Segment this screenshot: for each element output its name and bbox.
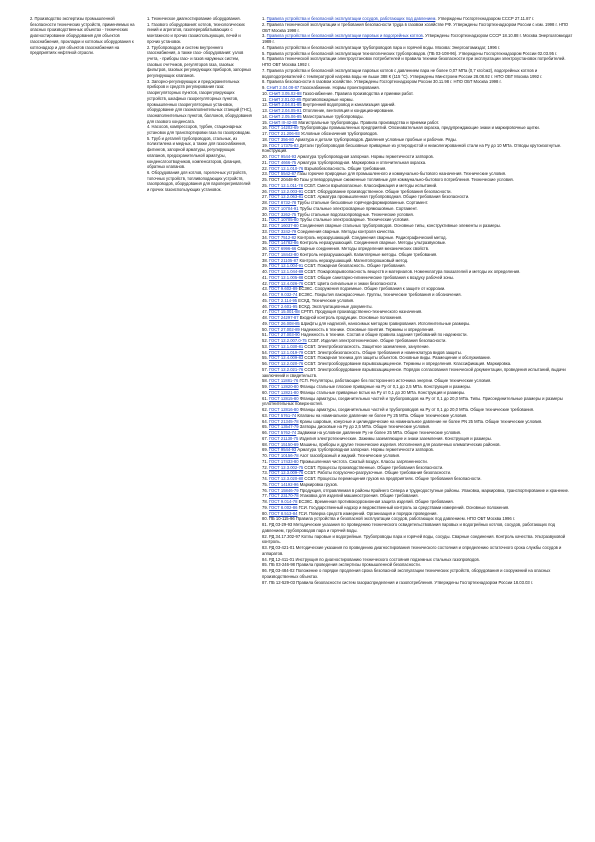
document-item bbox=[262, 545, 574, 557]
document-link[interactable]: ГОСТ 12.1.019-79 bbox=[269, 349, 304, 355]
document-description: Трубы стальные электросварные. Технические условия. bbox=[298, 217, 410, 223]
document-link[interactable]: СНиП 3.05.02-88 bbox=[269, 90, 302, 96]
document-description: ССБТ. Смеси взрывоопасные. Классификация и методы испытаний. bbox=[302, 182, 438, 188]
item-number: 53. bbox=[262, 343, 269, 349]
document-description: 7. Правила устройства и безопасной эксплуатации паровых котлов с давлением пара не более 0,07 МПа (0,7 кгс/см2), водогрейных котлов и водоподогревателей с температурой нагрева воды не выше 388 К (115 °С). Утверждены Минстроем России 28.08.92 г. НПО ОБТ Москва 1992 г. bbox=[262, 67, 543, 79]
item-number: 29. bbox=[262, 205, 269, 211]
normative-documents-list bbox=[262, 16, 574, 585]
item-number: 41. bbox=[262, 274, 269, 280]
document-link[interactable]: ГОСТ 12.4.026-76 bbox=[269, 280, 304, 286]
document-link[interactable]: СНиП 2.01.02-85 bbox=[268, 96, 302, 102]
document-description: Надежность в технике. Состав и общие правила задания требований по надежности. bbox=[299, 332, 468, 338]
document-link[interactable]: ГОСТ 12.3.020-80 bbox=[269, 476, 304, 481]
document-link[interactable]: ГОСТ 12.3.002-75 bbox=[269, 464, 304, 470]
document-link[interactable]: ГОСТ 12.1.011-78 bbox=[269, 182, 303, 188]
document-link[interactable]: ГОСТ 12821-80 bbox=[269, 389, 299, 395]
document-link[interactable]: ГОСТ 9544-93 bbox=[269, 447, 297, 453]
document-link[interactable]: ГОСТ 11881-76 bbox=[269, 378, 299, 384]
document-description: Клапаны на номинальное давление не более Ру 25 МПа. Общие технические условия. bbox=[296, 412, 468, 418]
document-description: Фланцы стальные приварные встык на Ру от 0,1 до 20 МПа. Конструкция и размеры. bbox=[298, 389, 466, 395]
document-link[interactable]: ГОСТ 9.032-74 bbox=[269, 292, 298, 297]
item-number: 67. bbox=[262, 435, 269, 441]
document-link[interactable]: ГОСТ 8.513-84 bbox=[269, 510, 298, 516]
item-number: 14. bbox=[262, 113, 269, 119]
item-number: 66. bbox=[262, 430, 269, 435]
item-number: 56. bbox=[262, 361, 269, 366]
document-description: 85. ПБ 03-246-98 Правила проведения экспертизы промышленной безопасности. bbox=[262, 562, 421, 568]
document-item bbox=[262, 396, 574, 408]
document-link[interactable]: ГОСТ 14192-96 bbox=[269, 481, 299, 487]
scope-text: 2. Производство экспертизы промышленной безопасности технических устройств, применяемых на опасных производственных объектах - технических диагностирование оборудования для объектов газоснабжения, прокладки и котловых оборудования к котлонадзор и для объектов газоснабжения на предприятиях нефтяной отрасли. bbox=[30, 16, 135, 56]
document-description: 8. Правила безопасности в газовом хозяйстве. Утверждены Госгортехнадзором России 30.11.98 г. НПО ОБТ Москва 1998 г. bbox=[262, 79, 502, 85]
column-middle bbox=[147, 16, 253, 193]
document-link[interactable]: ГОСТ 21345-78 bbox=[269, 418, 299, 424]
document-item bbox=[262, 367, 574, 379]
document-description: Трубы стальные водогазопроводные. Технические условия. bbox=[296, 211, 414, 217]
column-left bbox=[30, 16, 136, 56]
document-description: Надежность в технике. Основные понятия. Термины и определения. bbox=[299, 326, 435, 332]
item-number: 35. bbox=[262, 240, 269, 246]
item-number: 52. bbox=[262, 338, 269, 343]
item-number: 69. bbox=[262, 447, 269, 453]
document-link[interactable]: ГОСТ 21105-87 bbox=[269, 257, 299, 263]
item-number: 79. bbox=[262, 504, 269, 510]
document-description: Трубы стальные электросварные прямошовные. Сортамент. bbox=[298, 205, 418, 211]
document-link[interactable]: ГОСТ 12.2.003-91 bbox=[269, 188, 304, 194]
item-number: 75. bbox=[262, 481, 269, 487]
item-number: 48. bbox=[262, 315, 269, 320]
item-number: 23. bbox=[262, 171, 269, 177]
document-description: Шрифты для надписей, наносимых методом гравирования. Исполнительные размеры. bbox=[299, 320, 471, 326]
document-link[interactable]: ГОСТ 15150-69 bbox=[269, 441, 299, 447]
document-link[interactable]: ГОСТ 2.114-95 bbox=[269, 297, 298, 303]
document-description: ЕСЗКС. Покрытия лакокрасочные. Группы, технические требования и обозначения. bbox=[297, 292, 462, 297]
item-number: 59. bbox=[262, 384, 269, 389]
document-link[interactable]: ГОСТ 14782-86 bbox=[269, 240, 299, 246]
document-link[interactable]: ГОСТ 17433-80 bbox=[269, 458, 299, 464]
document-description: Сварные соединения. Методы определения механических свойств. bbox=[296, 246, 430, 251]
document-description: Контроль неразрушающий. Магнитопорошковый метод. bbox=[298, 257, 409, 263]
document-link[interactable]: ГОСТ 15846-79 bbox=[269, 487, 299, 493]
document-link[interactable]: ГОСТ 8732-78 bbox=[269, 200, 297, 205]
document-description: Взрывобезопасность. Общие требования. bbox=[303, 165, 387, 171]
document-description: Затворы дисковые на Ру до 2,5 МПа. Общие технические условия. bbox=[298, 424, 431, 430]
document-link[interactable]: СНиП 2.04.01-85 bbox=[269, 102, 302, 108]
item-number: 60. bbox=[262, 389, 269, 395]
item-number: 26. bbox=[262, 188, 269, 194]
document-description: ГСИ. Государственный надзор и ведомственный контроль за средствами измерений. Основные положения. bbox=[297, 504, 510, 510]
item-number: 64. bbox=[262, 418, 269, 424]
document-description: Маркировка грузов. bbox=[298, 481, 338, 487]
document-link[interactable]: ГОСТ 12.1.010-76 bbox=[269, 165, 304, 171]
item-number: 45. bbox=[262, 297, 269, 303]
list-item: 6. Оборудования для котлов, горелочных устройств, топочных устройств, топливоподающих устройств, газопроводов, оборудования для пароперегревателей и прочих газоиспользующих установок. bbox=[147, 169, 251, 193]
document-link[interactable]: ГОСТ 5761-74 bbox=[269, 412, 297, 418]
document-link[interactable]: СНиП 2.04.08-87 bbox=[266, 85, 300, 90]
document-description: Фланцы арматуры, соединительных частей и трубопроводов на Ру от 0,1 до 20,0 МПа. Типы. Присоединительные размеры и размеры уплотнительных поверхностей. bbox=[262, 395, 563, 407]
document-description: Трубопроводы промышленных предприятий. Опознавательная окраска, предупреждающие знаки и маркировочные щитки. bbox=[298, 125, 540, 131]
document-description: Газоснабжение. Правила производства и приемки работ. bbox=[301, 90, 414, 96]
document-description: . Утверждены Госгортехнадзором СССР 27.11.87 г. bbox=[435, 16, 535, 21]
document-link[interactable]: ГОСТ 12.1.030-81 bbox=[269, 343, 304, 349]
document-link[interactable]: ГОСТ 7512-82 bbox=[269, 234, 297, 240]
document-description: ГСИ. Поверка средств измерений. Организация и порядок проведения. bbox=[297, 510, 438, 516]
document-link[interactable]: ГОСТ 12.1.005-88 bbox=[269, 274, 304, 280]
document-description: 82. РД 34.17.302-97 Котлы паровые и водогрейные. Трубопроводы пара и горячей воды, сосуды. Сварные соединения. Контроль качества. Ультразвуковой контроль. bbox=[262, 533, 566, 545]
document-link[interactable]: ГОСТ 9.014-78 bbox=[269, 499, 298, 504]
document-description: 86. РД 03-484-02 Положение о порядке продления срока безопасной эксплуатации технических устройств, оборудования и сооружений на опасных производственных объектах. bbox=[262, 568, 551, 579]
item-number: 33. bbox=[262, 228, 269, 234]
document-link[interactable]: ГОСТ 2.601-95 bbox=[269, 303, 298, 309]
item-number: 1. bbox=[262, 16, 267, 21]
document-link[interactable]: ГОСТ 12.3.009-76 bbox=[269, 470, 304, 476]
document-link[interactable]: ГОСТ 5542-87 bbox=[269, 171, 297, 177]
document-description: Магистральные трубопроводы. Правила производства и приемки работ. bbox=[297, 119, 440, 125]
document-link[interactable]: ГОСТ 13547-79 bbox=[269, 424, 299, 430]
document-description: Противопожарные нормы. bbox=[301, 96, 354, 102]
document-description: ССБТ. Арматура промышленная трубопроводная. Общие требования безопасности. bbox=[303, 194, 470, 200]
item-number: 71. bbox=[262, 458, 269, 464]
document-link[interactable]: ГОСТ 6996-66 bbox=[269, 246, 297, 251]
document-link[interactable]: ГОСТ 9.602-89 bbox=[269, 286, 298, 292]
item-number: 73. bbox=[262, 470, 269, 476]
document-description: 5. Правила устройства и безопасной эксплуатации технологических трубопроводов. (ПБ 03-108-96). Утверждены Госгортехнадзором России 02.03.95 г. bbox=[262, 50, 558, 56]
item-number: 20. bbox=[262, 154, 269, 159]
document-link[interactable]: ГОСТ 10156-78 bbox=[269, 453, 299, 458]
document-item bbox=[262, 56, 574, 68]
document-description: Азот газообразный и жидкий. Технические условия. bbox=[298, 453, 401, 458]
document-description: ЕСЗКС. Сооружения подземные. Общие требования к защите от коррозии. bbox=[297, 286, 446, 292]
document-description: ССБТ. Пожарная техника для защиты объектов. Основные виды. Размещение и обслуживание. bbox=[303, 355, 492, 361]
item-number: 57. bbox=[262, 366, 269, 372]
document-description: Промышленная чистота. Сжатый воздух. Классы загрязненности. bbox=[298, 458, 428, 464]
item-number: 46. bbox=[262, 303, 269, 309]
document-description: Входной контроль продукции. Основные положения. bbox=[298, 315, 403, 320]
item-number: 43. bbox=[262, 286, 269, 292]
document-link[interactable]: ГОСТ 10704-91 bbox=[269, 205, 299, 211]
item-number: 11. bbox=[262, 96, 269, 102]
document-description: ССБТ. Процессы перемещения грузов на предприятиях. Общие требования безопасности. bbox=[303, 476, 482, 481]
document-description: Задвижки на условное давление Ру не более 25 МПа. Общие технические условия. bbox=[296, 430, 462, 435]
document-link[interactable]: СНиП 2.05.06-85 bbox=[269, 113, 302, 119]
document-description: Газоснабжение. Нормы проектирования. bbox=[299, 85, 380, 90]
document-link[interactable]: СНиП 2.04.05-91 bbox=[269, 108, 302, 113]
document-description: Контроль неразрушающий. Соединения сварные. Методы ультразвуковые. bbox=[298, 240, 447, 246]
item-number: 37. bbox=[262, 251, 269, 257]
item-number: 16. bbox=[262, 125, 269, 131]
document-link[interactable]: ГОСТ 26.008-85 bbox=[269, 320, 300, 326]
document-link[interactable]: ГОСТ 12.2.021-76 bbox=[269, 366, 304, 372]
item-number: 38. bbox=[262, 257, 269, 263]
document-description: ЕСКД. Эксплуатационные документы. bbox=[297, 303, 373, 309]
item-number: 28. bbox=[262, 200, 269, 205]
document-description: Контроль неразрушающий. Капиллярные методы. Общие требования. bbox=[298, 251, 438, 257]
document-link[interactable]: ГОСТ 3262-75 bbox=[269, 211, 297, 217]
document-description: 25. ГОСТ 20448-90 Газы углеводородные сжиженные топливные для коммунально-бытового потребления. Технические условия. bbox=[262, 177, 514, 182]
item-number: 44. bbox=[262, 292, 269, 297]
item-number: 77. bbox=[262, 493, 269, 499]
document-link[interactable]: ГОСТ 27.002-89 bbox=[269, 326, 300, 332]
document-description: Машины, приборы и другие технические изделия. Исполнения для различных климатических районов. bbox=[298, 441, 501, 447]
list-item: 1. Газового оборудования: котлов, технологических линий и агрегатов, газоперерабатывающих с монтажного и прочих газоиспользующих, печей и прочих установок. bbox=[147, 21, 245, 44]
document-description: Упаковка для изделий машиностроения. Общие требования. bbox=[298, 493, 419, 499]
item-number: 31. bbox=[262, 217, 269, 223]
document-description: ССБТ. Оборудование производственное. Общие требования безопасности. bbox=[303, 188, 452, 194]
item-number: 39. bbox=[262, 263, 269, 269]
item-number: 36. bbox=[262, 246, 269, 251]
document-link[interactable]: ГОСТ 12.1.044-89 bbox=[269, 269, 304, 274]
document-description: Детали трубопроводов бесшовные приварные из углеродистой и низколегированной стали на Ру до 10 МПа. Отводы крутоизогнутые. Конструкция. bbox=[262, 142, 562, 154]
column-right bbox=[262, 16, 574, 585]
document-description: ССБТ. Электрооборудование взрывозащищенное. Порядок согласования технической документации, проведения испытаний, выдачи заключений и свидетельств. bbox=[262, 366, 566, 378]
item-number: 76. bbox=[262, 487, 269, 493]
document-description: ССБТ. Электробезопасность. Общие требования и номенклатура видов защиты. bbox=[303, 349, 462, 355]
item-number: 58. bbox=[262, 378, 269, 384]
document-link[interactable]: Правила устройства и безопасной эксплуатации паровых и водогрейных котлов bbox=[266, 33, 423, 39]
item-number: 30. bbox=[262, 211, 269, 217]
document-link[interactable]: ГОСТ 17375-83 bbox=[269, 142, 299, 148]
item-number: 10. bbox=[262, 90, 269, 96]
document-description: 83. РД 03-421-01 Методические указания по проведению диагностирования технического состояния и определению остаточного срока службы сосудов и аппаратов. bbox=[262, 545, 562, 556]
item-number: 80. bbox=[262, 510, 269, 516]
document-description: . Утверждены Госгортехнадзором СССР 18.10.88 г. Москва Энергоатомиздат 1989 г. bbox=[262, 33, 573, 44]
document-description: 80. ПБ 10-115-96 Правила устройства и безопасной эксплуатации сосудов, работающих под давлением. НПО ОБТ Москва 1996 г. bbox=[262, 516, 516, 522]
document-description: Арматура трубопроводная запорная. Нормы герметичности затворов. bbox=[296, 154, 434, 159]
list-item: 4. Насосов, компрессоров, турбин, стационарных установок для транспортировки газа по газопроводам. bbox=[147, 124, 251, 136]
document-item bbox=[262, 522, 574, 534]
document-description: ЕСЗКС. Временная противокоррозионная защита изделий. Общие требования. bbox=[297, 499, 454, 504]
document-link[interactable]: ГОСТ 16037-80 bbox=[269, 223, 299, 228]
document-link[interactable]: ГОСТ 10705-80 bbox=[269, 217, 299, 223]
document-link[interactable]: СНиП III-42-80 bbox=[269, 119, 298, 125]
document-description: Арматура трубопроводная запорная. Нормы герметичности затворов. bbox=[296, 447, 434, 453]
document-item bbox=[262, 143, 574, 155]
document-description: Краны шаровые, конусные и цилиндрические на номинальное давление не более PN 25 МПа. Общие технические условия. bbox=[298, 418, 543, 424]
document-link[interactable]: ГОСТ 12.2.020-76 bbox=[269, 361, 304, 366]
document-link[interactable]: ГОСТ 27.003-90 bbox=[269, 332, 300, 338]
document-description: Соединения сварные. Методы контроля качества. bbox=[296, 228, 396, 234]
document-description: СРПП. Продукция производственно-технического назначения. bbox=[299, 309, 423, 315]
item-number: 74. bbox=[262, 476, 269, 481]
document-description: 87. ПБ 12-529-03 Правила безопасности систем газораспределения и газопотребления. Утверждены Госгортехнадзором России 18.03.03 г. bbox=[262, 579, 534, 585]
document-description: Изделия электротехнические. Зажимы заземляющие и знаки заземления. Конструкция и размеры. bbox=[298, 435, 492, 441]
document-link[interactable]: ГОСТ 14202-69 bbox=[269, 125, 299, 131]
item-number: 51. bbox=[262, 332, 269, 338]
document-description: 2. Правила технической эксплуатации и требования безопасности труда в газовом хозяйстве РФ. Утверждены Госгортехнадзором России с изм. 1998 г. НПО ОБТ Москва 1998 г. bbox=[262, 21, 569, 33]
item-number: 21. bbox=[262, 159, 269, 165]
document-link[interactable]: ГОСТ 12.4.009-83 bbox=[269, 355, 304, 361]
list-item: 5. Труб и деталей трубопроводов, стальных, из полиэтилена и медных, а также для газоснабжения, фитингов, запорной арматуры, регулирующих клапанов, предохранительной арматуры, конденсатоотводчиков, компенсаторов, фланцев, обратных клапанов. bbox=[147, 135, 247, 170]
item-number: 3. bbox=[262, 33, 267, 39]
document-description: ССБТ. Электробезопасность. Защитное заземление, зануление. bbox=[303, 343, 430, 349]
item-number: 70. bbox=[262, 453, 269, 458]
document-link[interactable]: ГОСТ 12816-80 bbox=[269, 407, 299, 412]
list-item: 1. Техническое диагностирование оборудования. bbox=[147, 16, 241, 21]
item-number: 22. bbox=[262, 165, 269, 171]
document-description: 81. РД 03-29-93 Методические указания по проведению технического освидетельствования паровых и водогрейных котлов, сосудов, работающих под давлением, трубопроводов пара и горячей воды. bbox=[262, 522, 556, 533]
item-number: 47. bbox=[262, 309, 269, 315]
document-link[interactable]: Правила устройства и безопасной эксплуатации сосудов, работающих под давлением bbox=[266, 16, 436, 21]
document-description: ССБТ. Пожаровзрывоопасность веществ и материалов. Номенклатура показателей и методы их определения. bbox=[303, 269, 521, 274]
document-link[interactable]: ГОСТ 18442-80 bbox=[269, 251, 299, 257]
item-number: 25. bbox=[262, 182, 269, 188]
document-description: Трубы стальные бесшовные горячедеформированные. Сортамент. bbox=[296, 200, 429, 205]
document-item bbox=[262, 580, 574, 586]
document-link[interactable]: ГОСТ 8.002-86 bbox=[269, 504, 298, 510]
item-number: 12. bbox=[262, 102, 269, 108]
document-link[interactable]: ГОСТ 3242-79 bbox=[269, 228, 297, 234]
document-link[interactable]: ГОСТ 24297-87 bbox=[269, 315, 299, 320]
item-number: 40. bbox=[262, 269, 269, 274]
equipment-list bbox=[147, 16, 253, 193]
document-description: Отопление, вентиляция и кондиционирование. bbox=[301, 108, 395, 113]
document-description: Арматура и детали трубопроводов. Давления условные пробные и рабочие. Ряды. bbox=[293, 136, 457, 142]
document-item bbox=[262, 22, 574, 34]
item-number: 54. bbox=[262, 349, 269, 355]
document-description: ССБТ. Общие санитарно-гигиенические требования к воздуху рабочей зоны. bbox=[303, 274, 455, 280]
document-item bbox=[262, 33, 574, 45]
document-description: ССБТ. Процессы производственные. Общие требования безопасности. bbox=[303, 464, 444, 470]
item-number: 61. bbox=[262, 395, 269, 401]
list-item: 3. Запорно-регулирующих и предохранительных приборов и средств регулирования газа: газорегуляторных пунктов, газорегулирующих устройств, шкафных газорегуляторных пунктов, промышленных газорегуляторных установок, оборудование для газонаполнительных станций (ГНС), газонаполнительных пунктов, баллонов, оборудования для газового конденсата. bbox=[147, 78, 253, 124]
item-number: 17. bbox=[262, 131, 269, 136]
item-number: 15. bbox=[262, 119, 269, 125]
item-number: 27. bbox=[262, 194, 269, 200]
document-description: ССБТ. Цвета сигнальные и знаки безопасности. bbox=[303, 280, 398, 286]
document-link[interactable]: ГОСТ 21130-75 bbox=[269, 435, 299, 441]
document-link[interactable]: ГОСТ 5762-74 bbox=[269, 430, 297, 435]
document-description: ССБТ. Электрооборудование взрывозащищенное. Термины и определения. Классификация. Маркировка. bbox=[303, 361, 512, 366]
item-number: 42. bbox=[262, 280, 269, 286]
item-number: 63. bbox=[262, 412, 269, 418]
document-item bbox=[262, 68, 574, 80]
document-link[interactable]: ГОСТ 4666-75 bbox=[269, 159, 297, 165]
document-item bbox=[262, 534, 574, 546]
document-description: 6. Правила технической эксплуатации электроустановок потребителей и правила техники безопасности при эксплуатации электроустановок потребителей. НПО ОБТ Москва 1992 г. bbox=[262, 56, 566, 67]
document-description: Соединения сварные стальных трубопроводов. Основные типы, конструктивные элементы и размеры. bbox=[298, 223, 501, 228]
document-link[interactable]: ГОСТ 356-80 bbox=[269, 136, 294, 142]
document-link[interactable]: ГОСТ 12.2.063-81 bbox=[269, 194, 304, 200]
item-number: 32. bbox=[262, 223, 269, 228]
document-link[interactable]: ГОСТ 12.1.004-91 bbox=[269, 263, 304, 269]
document-item bbox=[262, 568, 574, 580]
item-number: 49. bbox=[262, 320, 269, 326]
item-number: 13. bbox=[262, 108, 269, 113]
item-number: 65. bbox=[262, 424, 269, 430]
list-item: 2. Трубопроводов и систем внутреннего газоснабжения, а также газо- оборудования: узлов учета, - приборы газо- и газов наружных систем, газовых счетчиков, регуляторов газа, газовых фильтров, газовых регулирующих приборов, запорных регулирующих клапанов. bbox=[147, 44, 252, 79]
document-link[interactable]: ГОСТ 15.001-88 bbox=[269, 309, 300, 315]
item-number: 19. bbox=[262, 142, 269, 148]
document-description: Внутренний водопровод и канализация зданий. bbox=[301, 102, 396, 108]
item-number: 62. bbox=[262, 407, 269, 412]
document-description: ГСП. Регуляторы, работающие без постороннего источника энергии. Общие технические условия. bbox=[298, 378, 492, 384]
item-number: 9. bbox=[262, 85, 267, 90]
document-description: Фланцы арматуры, соединительных частей и трубопроводов на Ру от 0,1 до 20,0 МПа. Общие технические требования. bbox=[298, 407, 535, 412]
document-description: 84. РД 12-411-01 Инструкция по диагностированию технического состояния подземных стальных газопроводов. bbox=[262, 556, 480, 562]
document-description: Арматура трубопроводная. Маркировка и отличительная окраска. bbox=[296, 159, 427, 165]
item-number: 68. bbox=[262, 441, 269, 447]
document-description: Контроль неразрушающий. Соединения сварные. Радиографический метод. bbox=[296, 234, 447, 240]
item-number: 55. bbox=[262, 355, 269, 361]
document-link[interactable]: ГОСТ 12815-80 bbox=[269, 395, 299, 401]
document-description: Газы горючие природные для промышленного и коммунально-бытового назначения. Технические условия. bbox=[296, 171, 507, 177]
item-number: 18. bbox=[262, 136, 269, 142]
document-description: ЕСКД. Технические условия. bbox=[297, 297, 355, 303]
document-link[interactable]: ГОСТ 12.2.007.0-75 bbox=[269, 338, 307, 343]
document-description: Магистральные трубопроводы. bbox=[301, 113, 364, 119]
document-link[interactable]: ГОСТ 9544-93 bbox=[269, 154, 297, 159]
document-link[interactable]: ГОСТ 12820-80 bbox=[269, 384, 299, 389]
item-number: 78. bbox=[262, 499, 269, 504]
item-number: 72. bbox=[262, 464, 269, 470]
document-description: Условные обозначения трубопроводов. bbox=[299, 131, 378, 136]
item-number: 50. bbox=[262, 326, 269, 332]
document-description: ССБТ. Пожарная безопасность. Общие требования. bbox=[303, 263, 406, 269]
item-number: 34. bbox=[262, 234, 269, 240]
document-description: 4. Правила устройства и безопасной эксплуатации трубопроводов пара и горячей воды. Москва: Энергоатомиздат, 1996 г. bbox=[262, 44, 501, 50]
document-description: ССБТ. Работы погрузочно-разгрузочные. Общие требования безопасности. bbox=[303, 470, 452, 476]
document-link[interactable]: ГОСТ 23170-78 bbox=[269, 493, 299, 499]
document-link[interactable]: ГОСТ 21.206-93 bbox=[269, 131, 300, 136]
document-description: Фланцы стальные плоские приварные на Ру от 0,1 до 2,5 МПа. Конструкция и размеры. bbox=[298, 384, 472, 389]
document-description: ССБТ. Изделия электротехнические. Общие требования безопасности. bbox=[306, 338, 447, 343]
document-description: Продукция, отправляемая в районы Крайнего Севера и труднодоступные районы. Упаковка, маркировка, транспортирование и хранение. bbox=[298, 487, 570, 493]
